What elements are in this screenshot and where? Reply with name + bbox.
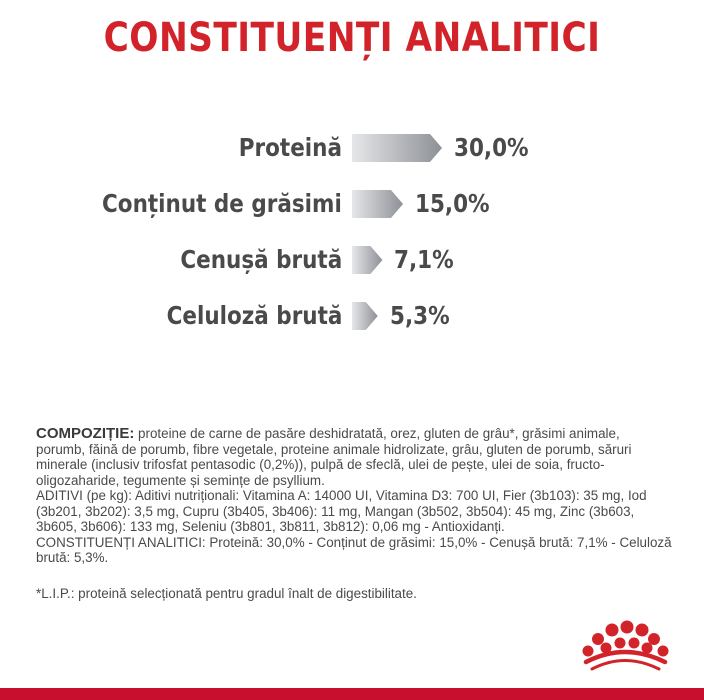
bar-value-label: 7,1% [394, 245, 455, 274]
bar-row [0, 240, 704, 280]
bar-mark [352, 246, 382, 274]
bar-label: Celuloză brută [166, 301, 342, 330]
bar-value-label: 30,0% [454, 133, 529, 162]
additives-text: ADITIVI (pe kg): Aditivi nutriționali: Vitamina A: 14000 UI, Vitamina D3: 700 UI, Fier (3b103): 35 mg, Iod (3b201, 3b202): 3,5 mg, Cupru (3b405, 3b406): 11 mg, Mangan (3b502, 3b504): 45 mg, Zinc (3b603, 3b605, 3b606): 133 mg, Seleniu (3b801, 3b811, 3b812): 0,06 mg - Antioxidanți. [36, 488, 647, 534]
composition-heading: COMPOZIȚIE: [36, 425, 135, 442]
bar-row [0, 296, 704, 336]
footnote: *L.I.P.: proteină selecționată pentru gradul înalt de digestibilitate. [36, 586, 417, 601]
bar-row [0, 184, 704, 224]
bar-mark [352, 302, 378, 330]
bar-label: Proteină [238, 133, 342, 162]
bar-arrow [352, 134, 442, 162]
bar-value-label: 15,0% [415, 189, 490, 218]
bar-mark [352, 190, 403, 218]
bar-arrow [352, 190, 403, 218]
constituents-text: CONSTITUENȚI ANALITICI: Proteină: 30,0% - Conținut de grăsimi: 15,0% - Cenușă brută: 7,1% - Celuloză brută: 5,3%. [36, 534, 672, 565]
composition-paragraph [36, 426, 672, 488]
composition-block [36, 426, 672, 566]
bar-value-label: 5,3% [389, 301, 450, 330]
bar-arrow [352, 302, 378, 330]
bar-row [0, 128, 704, 168]
composition-text: proteine de carne de pasăre deshidratată, orez, gluten de grâu*, grăsimi animale, porumb, făină de porumb, fibre vegetale, proteine animale hidrolizate, grâu, gluten de porumb, săruri minerale (inclusiv trifosfat pentasodic (0,2%)), pulpă de sfeclă, ulei de pește, ulei de soia, fructo-oligozaharide, tegumente și semințe de psyllium. [36, 426, 632, 488]
page-title: CONSTITUENȚI ANALITICI [103, 15, 601, 61]
bar-label: Conținut de grăsimi [102, 189, 342, 218]
royal-canin-crown-icon [578, 618, 670, 674]
bar-mark [352, 134, 442, 162]
bar-label: Cenușă brută [180, 245, 342, 274]
bottom-strip [0, 688, 704, 700]
bar-arrow [352, 246, 382, 274]
